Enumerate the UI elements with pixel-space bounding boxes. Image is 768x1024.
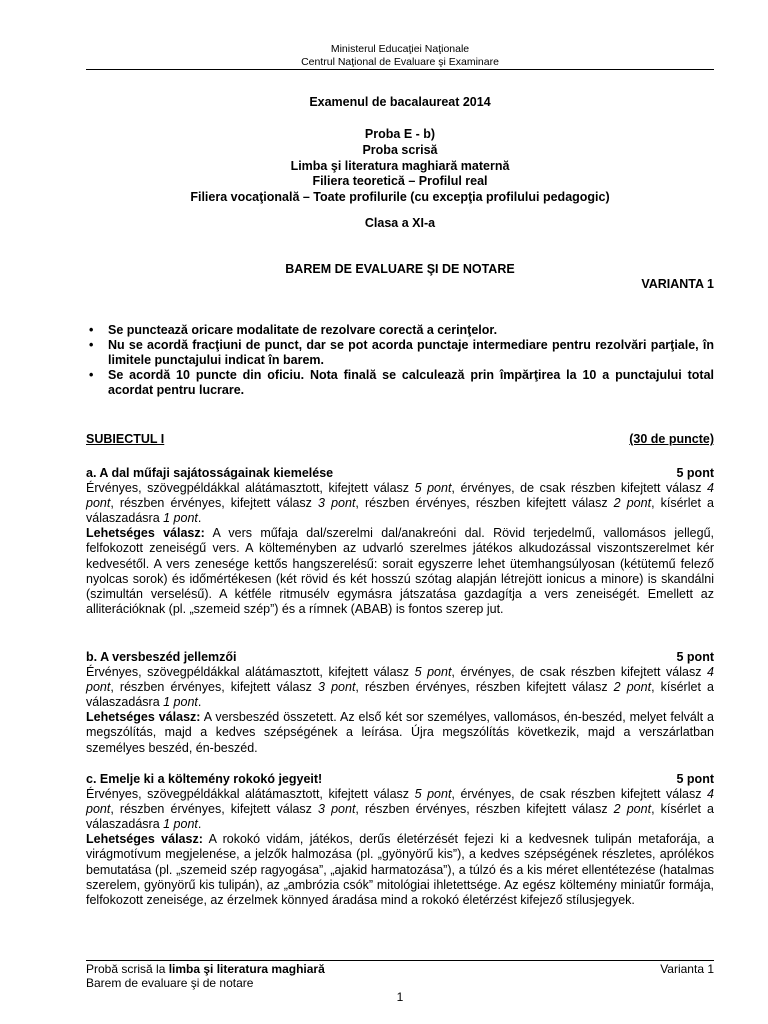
document-page [86,0,714,1024]
exam-block [86,127,714,206]
section-title: c. Emelje ki a költemény rokokó jegyeit! [86,772,323,786]
page-footer [86,962,714,990]
barem-title: BAREM DE EVALUARE ŞI DE NOTARE [285,262,515,276]
center-name: Centrul Naţional de Evaluare şi Examinare [301,56,499,68]
section-heading [86,466,714,481]
footer-divider [86,960,714,961]
proba-label: Proba E - b) [364,127,436,141]
page-number: 1 [396,990,404,1004]
section-points: 5 pont [676,466,714,480]
footer-subject: limba şi literatura maghiară [168,962,325,976]
section-heading [86,772,714,787]
footer-variant: Varianta 1 [660,962,714,976]
subject-points: (30 de puncte) [629,432,714,446]
subject-heading [86,432,714,446]
section-heading [86,650,714,665]
possible-answer: Lehetséges válasz: A rokokó vidám, játékos, derűs életérzését fejezi ki a kedvesnek tulipán metaforája, a virágmotívum megjelenése, a jelzők halmozása (pl. „gyönyörű kis”), a kedves szépségének részletes, aprólékos bemutatása (pl. „szemeid szép ragyogása”, „ajakid harmatozása”), a túlzó és a kis méret ellentétezése (hatalmas szerelem, gyönyörű kis tulipán), az „ambrózia csók” mitológiai ihletettsége. Az egész költemény miniatűr formája, felfokozott zeneisége, az érzelmek könnyed áradása mind a rokokó életérzést kifejező stílusjegyek. [86,832,714,907]
bullet-icon: • [89,338,94,352]
header-divider [86,69,714,70]
footer-line-1: Probă scrisă la limba şi literatura maghiară [86,962,325,976]
ministry-header [86,43,714,69]
list-item: • Se punctează oricare modalitate de rezolvare corectă a cerinţelor. [89,323,498,337]
section-points: 5 pont [676,650,714,664]
bullet-icon: • [89,368,94,382]
vocational-label: Filiera vocaţională – Toate profilurile (cu excepţia profilului pedagogic) [190,190,610,205]
exam-title: Examenul de bacalaureat 2014 [309,95,491,109]
list-item: • Nu se acordă fracţiuni de punct, dar se pot acorda punctaje intermediare pentru rezolvări parţiale, în limitele punctajului indicat în barem. [89,338,714,367]
section-points: 5 pont [676,772,714,786]
instructions-list [86,323,714,398]
section-b [86,650,714,756]
section-c [86,772,714,908]
variant-label: VARIANTA 1 [641,277,714,291]
possible-answer: Lehetséges válasz: A versbeszéd összetett. Az első két sor személyes, vallomásos, én-beszéd, melyet felvált a megszólítás, majd a kedves szépségének a leírása. Újra megszólítás következik, majd a verszárlatban személyes beszéd, én-beszéd. [86,710,714,755]
ministry-name: Ministerul Educaţiei Naţionale [330,43,470,55]
footer-line-2: Barem de evaluare şi de notare [86,976,254,990]
subject-name: Limba şi literatura maghiară maternă [290,158,510,173]
list-item: • Se acordă 10 puncte din oficiu. Nota finală se calculează prin împărţirea la 10 a punctajului total acordat pentru lucrare. [89,368,714,397]
section-title: b. A versbeszéd jellemzői [86,650,237,664]
proba-scrisa-label: Proba scrisă [362,142,438,157]
section-a [86,466,714,617]
section-title: a. A dal műfaji sajátosságainak kiemelése [86,466,334,480]
subject-label: SUBIECTUL I [86,432,165,446]
class-label: Clasa a XI-a [364,216,436,230]
filiera-label: Filiera teoretică – Profilul real [312,174,488,189]
possible-answer: Lehetséges válasz: A vers műfaja dal/szerelmi dal/anakreóni dal. Rövid terjedelmű, vallomásos jellegű, felfokozott zeneiségű vers. A költeményben az udvarló szerelmes játékos alkudozással viszontszerelmet kér kedvesétől. A vers zenesége kettős hangszerelésű: sorait egyszerre lehet ütemhangsúlyosan (kétütemű felező nyolcas sorok) és időmértékesen (két rövid és két hosszú szótag alapján létrejött ionicus a minore) is skandálni (szimultán verselésű). A kétféle ritmusélv egymásra játszatása gazdagítja a vers zeneiségét. Emellett az alliterációknak (pl. „szemeid szép”) és a rímnek (ABAB) is fontos szerep jut. [86,526,714,616]
scoring-rule: Érvényes, szövegpéldákkal alátámasztott, kifejtett válasz 5 pont, érvényes, de csak részben kifejtett válasz 4 pont, részben érvényes, kifejtett válasz 3 pont, részben érvényes, részben kifejtett válasz 2 pont, kísérlet a válaszadásra 1 pont. [86,665,714,710]
bullet-icon: • [89,323,94,337]
scoring-rule: Érvényes, szövegpéldákkal alátámasztott, kifejtett válasz 5 pont, érvényes, de csak részben kifejtett válasz 4 pont, részben érvényes, kifejtett válasz 3 pont, részben érvényes, részben kifejtett válasz 2 pont, kísérlet a válaszadásra 1 pont. [86,787,714,832]
scoring-rule: Érvényes, szövegpéldákkal alátámasztott, kifejtett válasz 5 pont, érvényes, de csak részben kifejtett válasz 4 pont, részben érvényes, kifejtett válasz 3 pont, részben érvényes, részben kifejtett válasz 2 pont, kísérlet a válaszadásra 1 pont. [86,481,714,526]
